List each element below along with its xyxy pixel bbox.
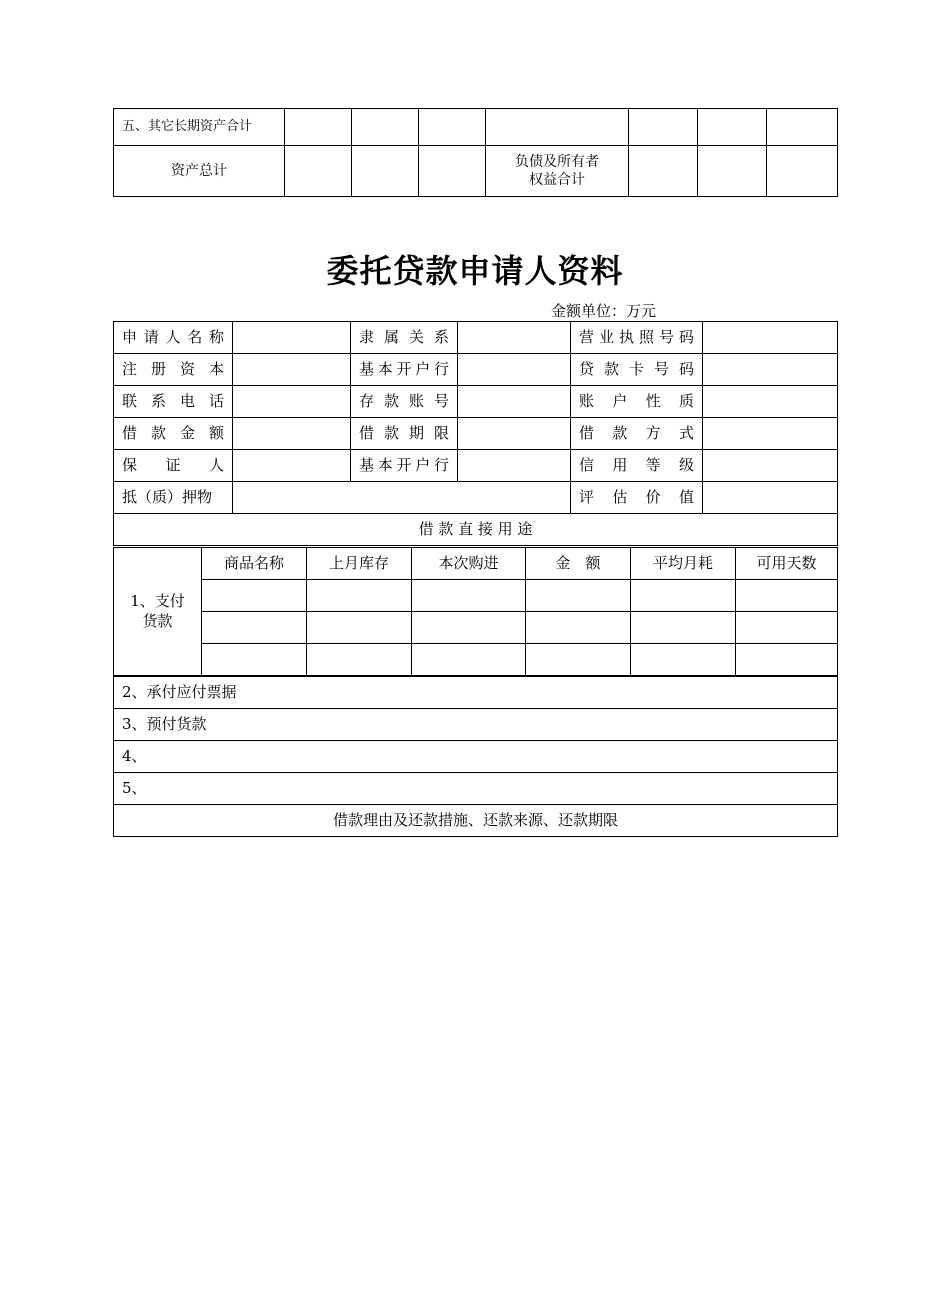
label-char: 卡 xyxy=(628,359,644,378)
col-last-month-stock: 上月库存 xyxy=(307,548,412,580)
col-available-days: 可用天数 xyxy=(736,548,838,580)
total-assets-label: 资产总计 xyxy=(114,146,285,197)
table-row xyxy=(114,644,838,676)
cell[interactable] xyxy=(698,146,767,197)
cell[interactable] xyxy=(736,644,838,676)
label-char: 人 xyxy=(208,455,224,474)
label-char: 期 xyxy=(408,423,424,442)
cell[interactable] xyxy=(307,612,412,644)
loan-term-label-text xyxy=(359,424,449,444)
cell[interactable] xyxy=(698,109,767,146)
cell[interactable] xyxy=(419,146,486,197)
loan-item-5[interactable]: 5、 xyxy=(114,773,838,805)
label-char: 注 xyxy=(122,359,138,378)
loan-item-3[interactable]: 3、预付货款 xyxy=(114,709,838,741)
table-row xyxy=(114,612,838,644)
label-char: 话 xyxy=(208,391,224,410)
guarantor-label-text xyxy=(122,456,224,476)
cell[interactable] xyxy=(352,109,419,146)
loan-card-no-field[interactable] xyxy=(703,354,838,386)
cell[interactable] xyxy=(526,612,631,644)
label-char: 照 xyxy=(638,327,654,346)
label-char: 保 xyxy=(122,455,138,474)
applicant-info-table xyxy=(113,321,838,546)
label-char: 基 xyxy=(359,455,375,474)
label-char: 开 xyxy=(396,359,412,378)
table-row xyxy=(114,450,838,482)
table-row xyxy=(114,354,838,386)
applicant-name-label-text xyxy=(122,328,224,348)
label-char: 系 xyxy=(433,327,449,346)
cell[interactable] xyxy=(767,146,838,197)
label-char: 级 xyxy=(678,455,694,474)
valuation-field[interactable] xyxy=(703,482,838,514)
table-row xyxy=(114,482,838,514)
cell[interactable] xyxy=(285,109,352,146)
cell[interactable] xyxy=(631,612,736,644)
label-char: 电 xyxy=(179,391,195,410)
label-char: 关 xyxy=(408,327,424,346)
label-char: 性 xyxy=(645,391,661,410)
label-char: 借 xyxy=(359,423,375,442)
label-char: 额 xyxy=(208,423,224,442)
cell[interactable] xyxy=(486,109,629,146)
valuation-label-text xyxy=(579,488,694,508)
credit-rating-field[interactable] xyxy=(703,450,838,482)
label-char: 码 xyxy=(678,359,694,378)
cell[interactable] xyxy=(307,644,412,676)
label-char: 金 xyxy=(179,423,195,442)
label-char: 款 xyxy=(383,423,399,442)
cell[interactable] xyxy=(412,644,526,676)
cell[interactable] xyxy=(767,109,838,146)
label-char: 人 xyxy=(165,327,181,346)
loan-method-field[interactable] xyxy=(703,418,838,450)
label-char: 册 xyxy=(150,359,166,378)
amount-unit-note: 金额单位：万元 xyxy=(551,302,657,320)
label-char: 贷 xyxy=(579,359,595,378)
cell[interactable] xyxy=(352,146,419,197)
col-amount: 金 额 xyxy=(526,548,631,580)
label-char: 本 xyxy=(208,359,224,378)
cell[interactable] xyxy=(631,644,736,676)
other-long-term-assets-label: 五、其它长期资产合计 xyxy=(114,109,285,146)
label-char: 户 xyxy=(415,455,431,474)
label-char: 款 xyxy=(603,359,619,378)
label-char: 式 xyxy=(678,423,694,442)
business-license-no-label-text xyxy=(579,328,694,348)
basic-bank-label xyxy=(351,354,458,386)
label-char: 号 xyxy=(658,327,674,346)
label-char: 存 xyxy=(359,391,375,410)
label-char: 估 xyxy=(612,487,628,506)
goods-payment-table xyxy=(113,547,838,676)
business-license-no-label xyxy=(571,322,703,354)
label-char: 证 xyxy=(165,455,181,474)
label-char: 称 xyxy=(208,327,224,346)
basic-bank-2-field[interactable] xyxy=(458,450,571,482)
basic-bank-2-label-text xyxy=(359,456,449,476)
table-row xyxy=(114,580,838,612)
label-char: 隶 xyxy=(359,327,375,346)
cell[interactable] xyxy=(526,644,631,676)
label-char: 款 xyxy=(612,423,628,442)
document-title: 委托贷款申请人资料 xyxy=(326,252,624,290)
affiliation-label xyxy=(351,322,458,354)
label-char: 用 xyxy=(612,455,628,474)
section1-label xyxy=(114,548,202,676)
loan-reason-header: 借款理由及还款措施、还款来源、还款期限 xyxy=(114,805,838,837)
label-char: 方 xyxy=(645,423,661,442)
affiliation-label-text xyxy=(359,328,449,348)
label-char: 营 xyxy=(579,327,595,346)
loan-amount-label xyxy=(114,418,233,450)
label-char: 限 xyxy=(433,423,449,442)
label-char: 系 xyxy=(150,391,166,410)
label-char: 值 xyxy=(678,487,694,506)
collateral-label: 抵（质）押物 xyxy=(114,482,233,514)
cell[interactable] xyxy=(412,612,526,644)
basic-bank-field[interactable] xyxy=(458,354,571,386)
registered-capital-label xyxy=(114,354,233,386)
credit-rating-label xyxy=(571,450,703,482)
balance-sheet-fragment xyxy=(113,108,838,197)
loan-method-label-text xyxy=(579,424,694,444)
label-char: 款 xyxy=(150,423,166,442)
col-goods-name: 商品名称 xyxy=(202,548,307,580)
direct-usage-header: 借 款 直 接 用 途 xyxy=(114,514,838,546)
label-char: 开 xyxy=(396,455,412,474)
account-nature-label-text xyxy=(579,392,694,412)
basic-bank-label-text xyxy=(359,360,449,380)
loan-card-no-label xyxy=(571,354,703,386)
label-char: 联 xyxy=(122,391,138,410)
label-char: 质 xyxy=(678,391,694,410)
section1-line2: 货款 xyxy=(142,611,173,630)
label-char: 码 xyxy=(678,327,694,346)
applicant-info-body xyxy=(114,322,838,546)
account-nature-label xyxy=(571,386,703,418)
col-avg-monthly-use: 平均月耗 xyxy=(631,548,736,580)
applicant-name-field[interactable] xyxy=(233,322,351,354)
deposit-account-field[interactable] xyxy=(458,386,571,418)
loan-card-no-label-text xyxy=(579,360,694,380)
label-char: 请 xyxy=(143,327,159,346)
total-liabilities-equity-label xyxy=(486,146,629,197)
label-char: 款 xyxy=(383,391,399,410)
loan-term-label xyxy=(351,418,458,450)
label-char: 借 xyxy=(122,423,138,442)
collateral-field[interactable] xyxy=(233,482,571,514)
valuation-label xyxy=(571,482,703,514)
contact-phone-field[interactable] xyxy=(233,386,351,418)
label-char: 行 xyxy=(433,359,449,378)
label-char: 名 xyxy=(187,327,203,346)
cell[interactable] xyxy=(412,580,526,612)
table-row xyxy=(114,322,838,354)
cell[interactable] xyxy=(202,612,307,644)
cell[interactable] xyxy=(419,109,486,146)
label-char: 申 xyxy=(122,327,138,346)
credit-rating-label-text xyxy=(579,456,694,476)
deposit-account-label xyxy=(351,386,458,418)
cell[interactable] xyxy=(526,580,631,612)
total-liabilities-line1: 负债及所有者 xyxy=(515,153,599,170)
registered-capital-field[interactable] xyxy=(233,354,351,386)
cell[interactable] xyxy=(307,580,412,612)
table-row xyxy=(114,386,838,418)
cell[interactable] xyxy=(629,146,698,197)
loan-item-2[interactable]: 2、承付应付票据 xyxy=(114,677,838,709)
registered-capital-label-text xyxy=(122,360,224,380)
label-char: 信 xyxy=(579,455,595,474)
loan-term-field[interactable] xyxy=(458,418,571,450)
label-char: 执 xyxy=(618,327,634,346)
cell[interactable] xyxy=(736,580,838,612)
deposit-account-label-text xyxy=(359,392,449,412)
label-char: 户 xyxy=(612,391,628,410)
label-char: 借 xyxy=(579,423,595,442)
label-char: 账 xyxy=(579,391,595,410)
label-char: 资 xyxy=(179,359,195,378)
cell[interactable] xyxy=(202,580,307,612)
table-row xyxy=(114,514,838,546)
label-char: 基 xyxy=(359,359,375,378)
loan-item-4[interactable]: 4、 xyxy=(114,741,838,773)
label-char: 号 xyxy=(433,391,449,410)
contact-phone-label xyxy=(114,386,233,418)
label-char: 户 xyxy=(415,359,431,378)
total-liabilities-line2: 权益合计 xyxy=(529,172,585,188)
section1-line1: 1、支付 xyxy=(130,592,185,610)
loan-usage-table xyxy=(113,676,838,837)
label-char: 本 xyxy=(377,359,393,378)
guarantor-field[interactable] xyxy=(233,450,351,482)
basic-bank-2-label xyxy=(351,450,458,482)
cell[interactable] xyxy=(285,146,352,197)
loan-amount-label-text xyxy=(122,424,224,444)
label-char: 账 xyxy=(408,391,424,410)
label-char: 号 xyxy=(653,359,669,378)
account-nature-field[interactable] xyxy=(703,386,838,418)
cell[interactable] xyxy=(202,644,307,676)
guarantor-label xyxy=(114,450,233,482)
affiliation-field[interactable] xyxy=(458,322,571,354)
col-current-purchase: 本次购进 xyxy=(412,548,526,580)
cell[interactable] xyxy=(629,109,698,146)
cell[interactable] xyxy=(736,612,838,644)
applicant-name-label xyxy=(114,322,233,354)
label-char: 属 xyxy=(383,327,399,346)
cell[interactable] xyxy=(631,580,736,612)
label-char: 等 xyxy=(645,455,661,474)
label-char: 价 xyxy=(645,487,661,506)
label-char: 行 xyxy=(433,455,449,474)
business-license-no-field[interactable] xyxy=(703,322,838,354)
contact-phone-label-text xyxy=(122,392,224,412)
table-row xyxy=(114,418,838,450)
loan-amount-field[interactable] xyxy=(233,418,351,450)
loan-method-label xyxy=(571,418,703,450)
label-char: 业 xyxy=(598,327,614,346)
label-char: 评 xyxy=(579,487,595,506)
label-char: 本 xyxy=(377,455,393,474)
